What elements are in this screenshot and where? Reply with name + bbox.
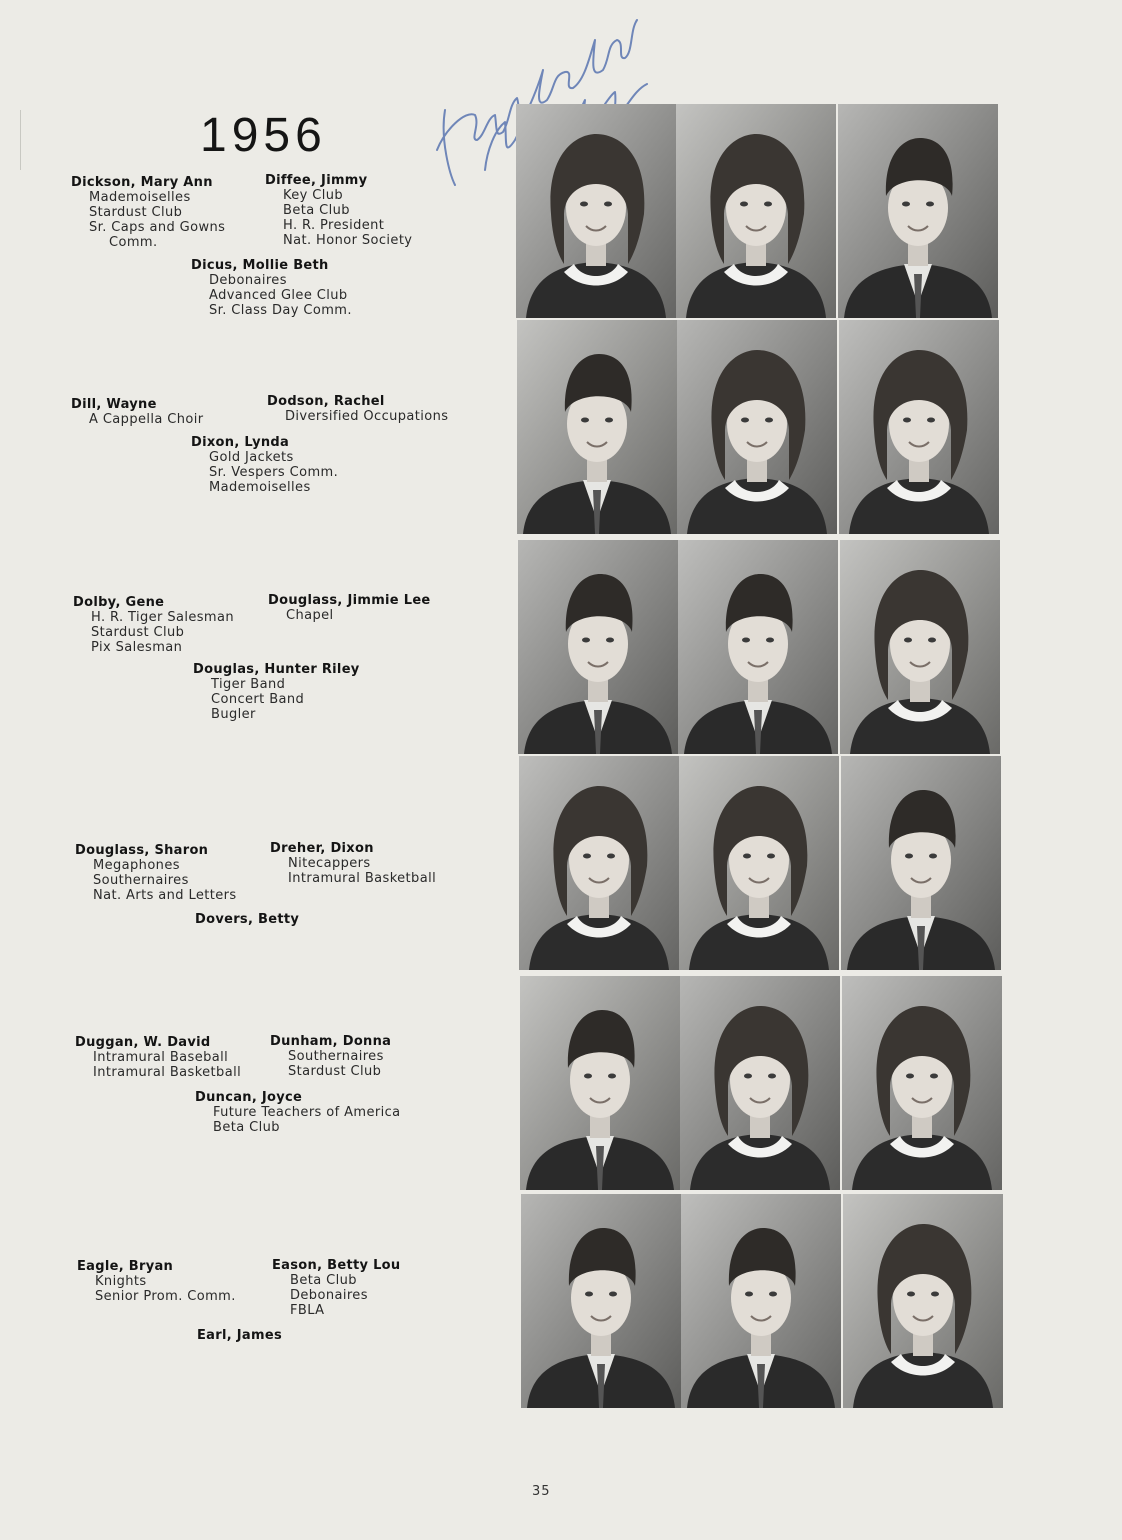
activity: Stardust Club (288, 1064, 382, 1079)
student-portrait (841, 756, 1001, 970)
activity: Concert Band (211, 692, 305, 707)
activity: Sr. Vespers Comm. (209, 465, 339, 480)
student-name: Dodson, Rachel (267, 394, 385, 409)
activity: Gold Jackets (209, 450, 294, 465)
student-entry (197, 1328, 282, 1343)
margin-mark (20, 110, 21, 170)
student-portrait (521, 1194, 681, 1408)
student-portrait (519, 756, 679, 970)
activity: Beta Club (213, 1120, 280, 1135)
student-name: Dovers, Betty (195, 912, 300, 927)
student-portrait (677, 320, 837, 534)
student-name: Duggan, W. David (75, 1035, 211, 1050)
activity: Nat. Arts and Letters (93, 888, 237, 903)
student-name: Dunham, Donna (270, 1034, 392, 1049)
activity: Beta Club (283, 203, 350, 218)
student-portrait (838, 104, 998, 318)
student-portrait (678, 540, 838, 754)
student-entry (77, 1259, 236, 1304)
page-number: 35 (532, 1484, 551, 1499)
student-portrait (517, 320, 677, 534)
student-entry (267, 394, 448, 424)
activity: Pix Salesman (91, 640, 183, 655)
activity: Comm. (109, 235, 158, 250)
student-entry (75, 1035, 241, 1080)
activity: A Cappella Choir (89, 412, 204, 427)
student-entry (265, 173, 412, 248)
student-portrait (516, 104, 676, 318)
student-name: Douglass, Jimmie Lee (268, 593, 431, 608)
portrait-row (516, 1194, 1006, 1410)
activity: FBLA (290, 1303, 325, 1318)
student-name: Eason, Betty Lou (272, 1258, 401, 1273)
activity: Chapel (286, 608, 334, 623)
activity: Stardust Club (89, 205, 183, 220)
activity: H. R. President (283, 218, 385, 233)
student-entry (191, 258, 352, 318)
student-entry (71, 397, 204, 427)
activity: Knights (95, 1274, 147, 1289)
student-name: Douglas, Hunter Riley (193, 662, 360, 677)
student-entry (195, 912, 299, 927)
student-entry (195, 1090, 401, 1135)
student-name: Dill, Wayne (71, 397, 157, 412)
activity: Intramural Basketball (93, 1065, 242, 1080)
portrait-row (516, 756, 1006, 972)
activity: Nitecappers (288, 856, 371, 871)
student-name: Eagle, Bryan (77, 1259, 174, 1274)
student-entry (71, 175, 225, 250)
student-portrait (518, 540, 678, 754)
student-portrait (679, 756, 839, 970)
student-entry (270, 841, 436, 886)
student-portrait (676, 104, 836, 318)
student-portrait (843, 1194, 1003, 1408)
student-portrait (681, 1194, 841, 1408)
student-entry (193, 662, 360, 722)
portrait-row (516, 540, 1006, 756)
student-name: Dicus, Mollie Beth (191, 258, 329, 273)
student-name: Dickson, Mary Ann (71, 175, 213, 190)
activity: Debonaires (290, 1288, 368, 1303)
portrait-row (516, 976, 1006, 1192)
activity: Diversified Occupations (285, 409, 449, 424)
activity: Sr. Caps and Gowns (89, 220, 226, 235)
student-entry (191, 435, 338, 495)
activity: Mademoiselles (89, 190, 191, 205)
activity: Beta Club (290, 1273, 357, 1288)
student-name: Dolby, Gene (73, 595, 165, 610)
activity: Future Teachers of America (213, 1105, 401, 1120)
activity: Stardust Club (91, 625, 185, 640)
activity: Sr. Class Day Comm. (209, 303, 352, 318)
student-name: Duncan, Joyce (195, 1090, 303, 1105)
student-name: Dreher, Dixon (270, 841, 374, 856)
student-name: Douglass, Sharon (75, 843, 209, 858)
activity: Advanced Glee Club (209, 288, 348, 303)
student-portrait (839, 320, 999, 534)
student-name: Dixon, Lynda (191, 435, 290, 450)
student-name: Earl, James (197, 1328, 282, 1343)
student-entry (272, 1258, 400, 1318)
portrait-row (516, 320, 1006, 536)
activity: Key Club (283, 188, 344, 203)
activity: Intramural Baseball (93, 1050, 229, 1065)
activity: Senior Prom. Comm. (95, 1289, 236, 1304)
portrait-row (516, 104, 1006, 320)
student-entry (270, 1034, 391, 1079)
activity: Intramural Basketball (288, 871, 437, 886)
student-portrait (842, 976, 1002, 1190)
activity: H. R. Tiger Salesman (91, 610, 234, 625)
activity: Southernaires (288, 1049, 384, 1064)
activity: Tiger Band (211, 677, 286, 692)
activity: Mademoiselles (209, 480, 311, 495)
student-entry (73, 595, 234, 655)
portrait-grid (516, 104, 1006, 1408)
student-portrait (840, 540, 1000, 754)
activity: Debonaires (209, 273, 287, 288)
student-entry (268, 593, 431, 623)
student-portrait (520, 976, 680, 1190)
activity: Nat. Honor Society (283, 233, 413, 248)
activity: Southernaires (93, 873, 189, 888)
year-heading: 1956 (200, 109, 327, 162)
student-entry (75, 843, 237, 903)
activity: Megaphones (93, 858, 180, 873)
student-portrait (680, 976, 840, 1190)
student-name: Diffee, Jimmy (265, 173, 368, 188)
activity: Bugler (211, 707, 256, 722)
